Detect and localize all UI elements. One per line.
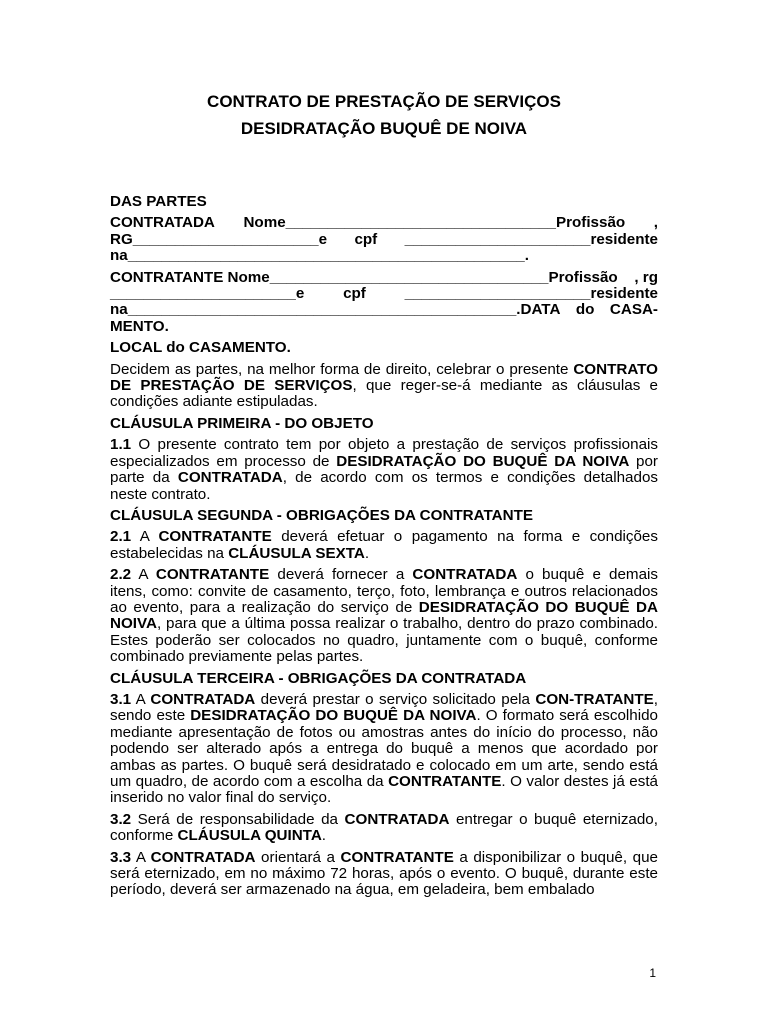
form-line-segment: do [575,301,595,319]
form-line-segment: CONTRATANTE Nome_________________________________Profissão [110,268,618,286]
bold-run: 3.1 [110,690,132,708]
form-line-segment: CONTRATADA [110,214,215,232]
text-run: . O formato será escolhido mediante apresentação de fotos ou amostras antes do início do processo, não podendo ser alterado após a entrega do buquê a menos que acordado por ambas as partes. O buquê será desidratado e colocado em um arte, sendo está um quadro, de acordo com a escolha da [110,707,658,790]
section-heading-partes: DAS PARTES [110,193,207,210]
text-run: . [321,827,327,845]
bold-run: CONTRATO DE PRESTAÇÃO DE SERVIÇOS [110,360,658,395]
bold-run: 3.3 [110,848,132,866]
text-run: Será de responsabilidade da [131,810,345,828]
local-casamento: LOCAL do CASAMENTO. [110,339,291,357]
form-line-segment: Nome________________________________Profissão [243,214,626,232]
contratada-block [110,215,658,264]
bold-run: CONTRATADA [344,810,450,828]
text-run: A [131,566,156,584]
text-run: deverá efetuar o pagamento na forma e condições estabelecidas na [110,528,658,562]
text-run: o buquê e demais itens, como: convite de casamento, terço, foto, lembrança e outros relacionados ao evento, para a realização do serviço de [110,566,658,616]
clausula-3-1 [110,692,658,807]
form-line-segment: ______________________residente [404,230,658,248]
bold-run: 2.1 [110,528,132,546]
bold-run: 3.2 [110,810,132,828]
text-run: , que reger-se-á mediante as cláusulas e condições adiante estipuladas. [110,377,659,411]
page-number: 1 [649,966,656,980]
clausula-2-1 [110,529,658,562]
text-run: , para que a última possa realizar o trabalho, dentro do prazo combinado. Estes poderão ser colocados no quadro, juntamente com o buquê, conforme combinado previamente pelas partes. [110,615,658,666]
clausula-segunda-heading: CLÁUSULA SEGUNDA - OBRIGAÇÕES DA CONTRATANTE [110,506,533,524]
text-run: A [131,690,151,708]
bold-run: CONTRATANTE [340,848,454,866]
contratante-block [110,270,658,336]
text-run: a disponibilizar o buquê, que será eternizado, em no máximo 72 horas, após o evento. O buquê, durante este período, deverá ser armazenado na água, em geladeira, bem embalado [110,848,658,899]
text-run: A [131,528,159,546]
bold-run: 1.1 [110,436,132,454]
bold-run: DESIDRATAÇÃO DO BUQUÊ DA NOIVA [336,452,630,470]
bold-run: CONTRATADA [412,566,518,584]
form-line-segment: RG______________________e [110,230,328,248]
intro-paragraph [110,362,658,411]
form-line-segment: ______________________residente [404,285,658,303]
bold-run: CONTRATADA [150,690,256,708]
form-line-segment: cpf [343,285,366,303]
text-run: . [364,544,370,562]
text-run: por parte da [110,452,658,487]
form-line [110,248,658,264]
text-run: entregar o buquê eternizado, conforme [110,810,658,845]
text-run: Decidem as partes, na melhor forma de direito, celebrar o presente [110,360,574,378]
bold-run: 2.2 [110,566,132,584]
text-run: , de acordo com os termos e condições detalhados neste contrato. [110,469,658,503]
text-run: deverá fornecer a [269,566,413,584]
bold-run: CONTRATANTE [155,566,270,584]
bold-run: CONTRATANTE [388,773,502,790]
text-run: deverá prestar o serviço solicitado pela [255,690,536,708]
form-line [110,232,658,248]
form-line-segment: ______________________e [110,285,305,303]
form-line [110,302,658,318]
form-line-segment: CASA- [609,301,658,319]
form-line-segment: , rg [634,268,658,286]
form-line-segment: , [653,214,658,232]
clausula-3-3 [110,850,658,899]
bold-run: DESIDRATAÇÃO DO BUQUÊ DA NOIVA [110,598,658,633]
bold-run: CONTRATADA [150,848,256,866]
clausula-1-1 [110,437,658,503]
bold-run: DESIDRATAÇÃO DO BUQUÊ DA NOIVA [190,707,477,725]
text-run: , sendo este [110,690,658,725]
clausula-2-2 [110,567,658,665]
text-run: O presente contrato tem por objeto a prestação de serviços profissionais especializados em processo de [110,436,658,470]
clausula-terceira-heading: CLÁUSULA TERCEIRA - OBRIGAÇÕES DA CONTRATADA [110,669,527,687]
text-run: A [131,848,151,866]
bold-run: CONTRATADA [177,469,283,487]
form-line [110,286,658,302]
form-line [110,215,658,231]
text-run: orientará a [255,848,341,866]
clausula-primeira-heading: CLÁUSULA PRIMEIRA - DO OBJETO [110,414,374,432]
form-line-segment: MENTO. [110,317,169,335]
document-body [110,194,658,904]
bold-run: CON-TRATANTE [535,690,654,708]
document-subtitle: DESIDRATAÇÃO BUQUÊ DE NOIVA [240,119,528,138]
bold-run: CLÁUSULA QUINTA [177,827,322,845]
text-run: . O valor destes já está inserido no valor final do serviço. [110,773,659,807]
bold-run: CONTRATANTE [158,528,272,546]
document-title: CONTRATO DE PRESTAÇÃO DE SERVIÇOS [207,92,561,111]
form-line [110,270,658,286]
form-line-segment: na_______________________________________________. [110,247,529,265]
form-line-segment: cpf [354,230,378,248]
form-line [110,319,658,335]
bold-run: CLÁUSULA SEXTA [228,544,365,562]
clausula-3-2 [110,812,658,845]
form-line-segment: na______________________________________________.DATA [110,301,561,319]
